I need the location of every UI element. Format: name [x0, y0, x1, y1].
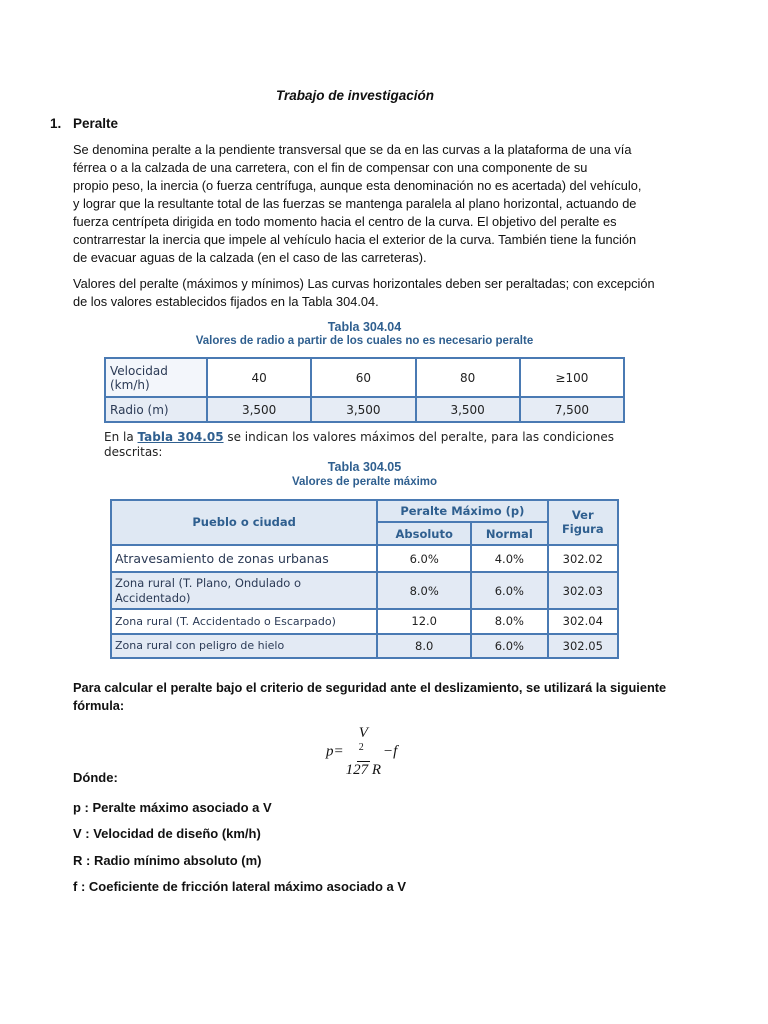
definition-item: V : Velocidad de diseño (km/h) [73, 826, 261, 841]
column-header: Normal [471, 522, 547, 544]
table-cell: ≥100 [520, 358, 624, 397]
table-cell: 6.0% [471, 634, 547, 659]
table-cell: 302.02 [548, 545, 618, 573]
table-cell: 80 [416, 358, 520, 397]
table-row [111, 634, 618, 659]
table-cell: 12.0 [377, 609, 471, 633]
paragraph-line: Valores del peralte (máximos y mínimos) Las curvas horizontales deben ser peraltadas; con excepción [73, 276, 655, 291]
paragraph-line: de evacuar aguas de la calzada (en el caso de las carreteras). [73, 250, 427, 265]
table-row [111, 545, 618, 573]
table-row [111, 572, 618, 609]
column-header: Ver Figura [548, 500, 618, 545]
table-cell: 3,500 [311, 397, 415, 422]
column-header: Peralte Máximo (p) [377, 500, 547, 522]
formula-rhs: −f [383, 743, 398, 760]
document-title: Trabajo de investigación [275, 88, 435, 103]
table-cell: 3,500 [416, 397, 520, 422]
section-heading [50, 116, 118, 131]
table1-title: Tabla 304.04 [327, 320, 402, 334]
table-cell: 8.0 [377, 634, 471, 659]
table2-title: Tabla 304.05 [327, 460, 402, 474]
paragraph-line: y lograr que la resultante total de las fuerzas se mantenga paralela al plano horizontal, actuando de [73, 196, 637, 211]
table-cell: 302.03 [548, 572, 618, 609]
radius-table [104, 357, 625, 423]
table-cell: Atravesamiento de zonas urbanas [111, 545, 377, 573]
table-304-05-link[interactable]: Tabla 304.05 [137, 430, 224, 444]
definition-item: f : Coeficiente de fricción lateral máximo asociado a V [73, 879, 407, 894]
table-cell: 6.0% [471, 572, 547, 609]
table-cell: 3,500 [207, 397, 311, 422]
table-cell: 4.0% [471, 545, 547, 573]
table-cell: Zona rural con peligro de hielo [111, 634, 377, 659]
table-cell: 8.0% [471, 609, 547, 633]
table-cell: Zona rural (T. Plano, Ondulado o Accidentado) [111, 572, 377, 609]
table-row [105, 397, 624, 422]
table2-subtitle: Valores de peralte máximo [291, 476, 438, 488]
column-header: Pueblo o ciudad [111, 500, 377, 545]
paragraph-line: férrea o a la calzada de una carretera, con el fin de compensar con una componente de su [73, 160, 588, 175]
paragraph-line: fórmula: [73, 698, 125, 713]
table-header-row [111, 500, 618, 522]
table-cell-label: Radio (m) [105, 397, 207, 422]
table-row [111, 609, 618, 633]
formula-intro [73, 679, 673, 715]
table-reference-text [104, 430, 624, 460]
table-cell: 6.0% [377, 545, 471, 573]
text-fragment: descritas: [104, 445, 163, 459]
paragraph-line: fuerza centrípeta dirigida en todo momento hacia el centro de la curva. El objetivo del peralte es [73, 214, 617, 229]
definition-item: R : Radio mínimo absoluto (m) [73, 853, 262, 868]
text-fragment: En la [104, 430, 138, 444]
section-title: Peralte [73, 116, 119, 131]
formula-exponent: 2 [358, 742, 364, 753]
formula-denominator: 127 R [345, 762, 382, 778]
paragraph-line: de los valores establecidos fijados en la Tabla 304.04. [73, 294, 379, 309]
peralte-definition-paragraph [73, 141, 673, 267]
peralte-values-paragraph [73, 275, 673, 311]
formula-fraction [346, 725, 381, 779]
superelevation-formula [326, 725, 397, 779]
table-cell: 7,500 [520, 397, 624, 422]
definitions-title: Dónde: [73, 770, 118, 785]
paragraph-line: contrarrestar la inercia que impele al vehículo hacia el exterior de la curva. También tiene la función [73, 232, 637, 247]
section-number: 1. [50, 116, 62, 131]
table-cell: 302.05 [548, 634, 618, 659]
formula-numerator [357, 725, 370, 762]
table-cell: 60 [311, 358, 415, 397]
paragraph-line: Se denomina peralte a la pendiente transversal que se da en las curvas a la plataforma de una vía [73, 142, 632, 157]
table-cell: Zona rural (T. Accidentado o Escarpado) [111, 609, 377, 633]
table1-subtitle: Valores de radio a partir de los cuales no es necesario peralte [195, 335, 534, 347]
table-row [105, 358, 624, 397]
formula-variable-v: V [358, 725, 368, 741]
paragraph-line: Para calcular el peralte bajo el criterio de seguridad ante el deslizamiento, se utilizará la siguiente [73, 680, 667, 695]
text-fragment: se indican los valores máximos del peralte, para las condiciones [223, 430, 614, 444]
max-superelevation-table [110, 499, 619, 659]
paragraph-line: propio peso, la inercia (o fuerza centrífuga, aunque esta denominación no es acertada) del vehículo, [73, 178, 642, 193]
formula-lhs: p= [326, 743, 344, 760]
table-cell: 40 [207, 358, 311, 397]
table-cell-label: Velocidad (km/h) [105, 358, 207, 397]
definition-item: p : Peralte máximo asociado a V [73, 800, 272, 815]
table-cell: 302.04 [548, 609, 618, 633]
column-header: Absoluto [377, 522, 471, 544]
table-cell: 8.0% [377, 572, 471, 609]
